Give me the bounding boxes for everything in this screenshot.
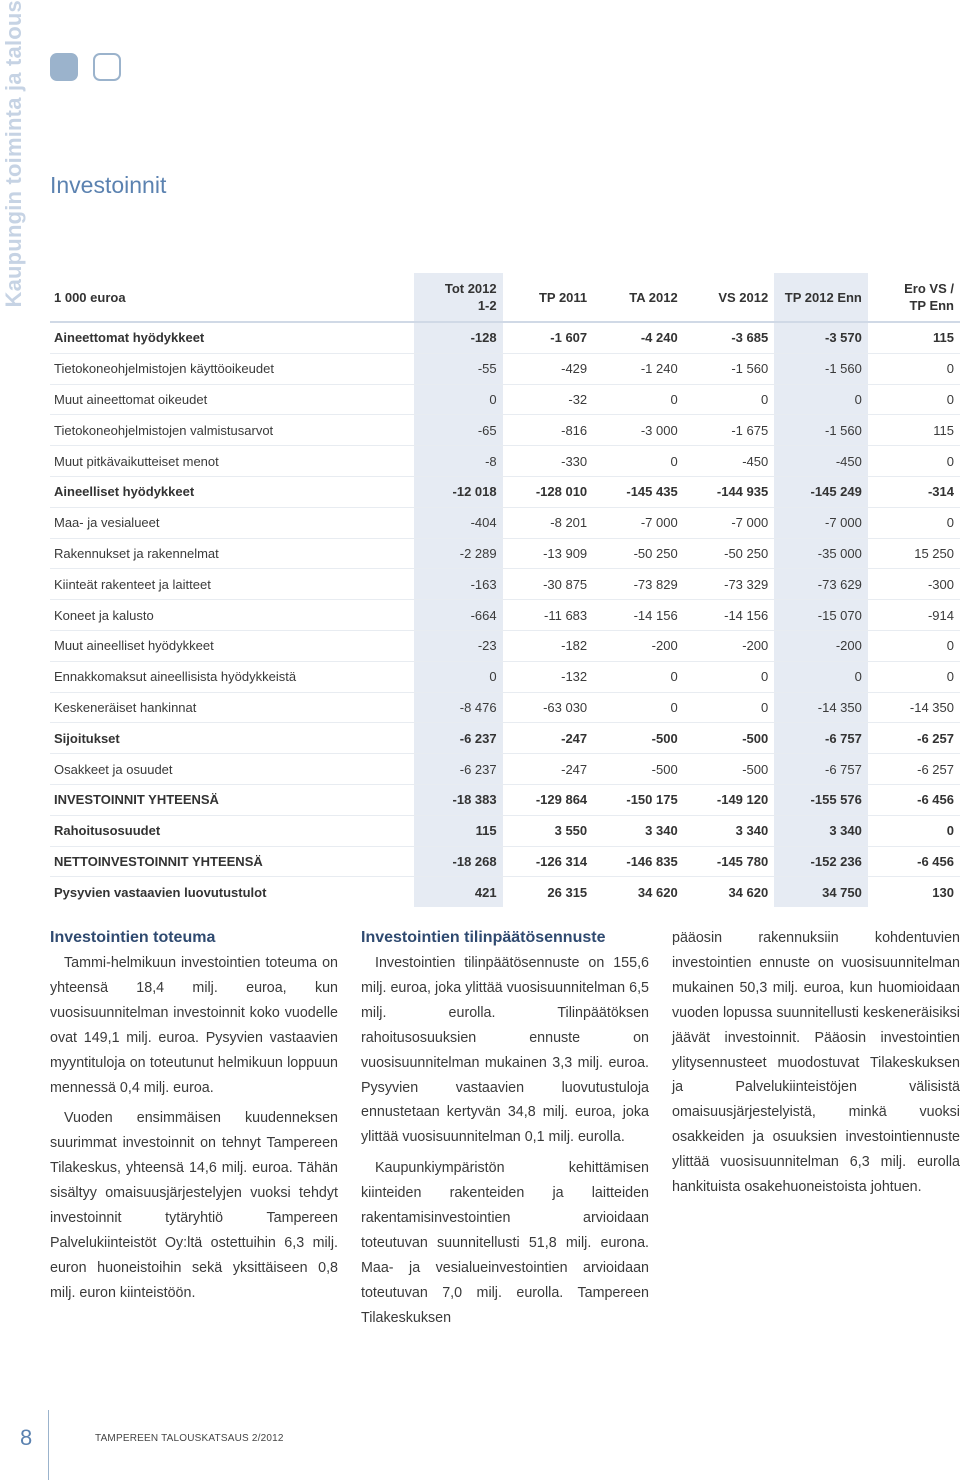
row-value: -450 bbox=[774, 446, 868, 477]
row-label: Muut aineettomat oikeudet bbox=[50, 384, 414, 415]
header-tp-enn: TP 2012 Enn bbox=[774, 273, 868, 322]
row-value: -8 bbox=[414, 446, 502, 477]
row-value: 0 bbox=[868, 507, 960, 538]
row-value: 0 bbox=[684, 692, 775, 723]
page-title: Investoinnit bbox=[50, 172, 167, 198]
row-label: Osakkeet ja osuudet bbox=[50, 754, 414, 785]
row-label: NETTOINVESTOINNIT YHTEENSÄ bbox=[50, 846, 414, 877]
table-row bbox=[50, 784, 960, 815]
row-label: Rahoitusosuudet bbox=[50, 815, 414, 846]
row-value: 0 bbox=[684, 384, 775, 415]
table-row bbox=[50, 630, 960, 661]
row-value: -1 560 bbox=[684, 353, 775, 384]
row-label: Kiinteät rakenteet ja laitteet bbox=[50, 569, 414, 600]
row-value: -6 237 bbox=[414, 754, 502, 785]
publication-name: TAMPEREEN TALOUSKATSAUS 2/2012 bbox=[95, 1433, 284, 1444]
header-tp2011: TP 2011 bbox=[538, 289, 588, 305]
row-value: -129 864 bbox=[503, 784, 594, 815]
row-value: -65 bbox=[414, 415, 502, 446]
row-value: -23 bbox=[414, 630, 502, 661]
table-row bbox=[50, 877, 960, 907]
table-row bbox=[50, 661, 960, 692]
nav-square-filled-icon bbox=[50, 53, 78, 81]
row-label: Aineelliset hyödykkeet bbox=[50, 476, 414, 507]
row-value: -200 bbox=[593, 630, 684, 661]
row-value: -6 257 bbox=[868, 754, 960, 785]
row-value: -1 240 bbox=[593, 353, 684, 384]
row-value: -163 bbox=[414, 569, 502, 600]
row-value: -32 bbox=[503, 384, 594, 415]
row-value: 0 bbox=[774, 384, 868, 415]
row-label: Keskeneräiset hankinnat bbox=[50, 692, 414, 723]
row-value: 0 bbox=[868, 446, 960, 477]
table-row bbox=[50, 322, 960, 353]
header-tot: Tot 2012 1-2 bbox=[414, 273, 502, 322]
row-value: -500 bbox=[684, 723, 775, 754]
row-value: 0 bbox=[868, 384, 960, 415]
row-value: -3 685 bbox=[684, 322, 775, 353]
row-value: -150 175 bbox=[593, 784, 684, 815]
row-value: 3 340 bbox=[684, 815, 775, 846]
row-value: -132 bbox=[503, 661, 594, 692]
row-label: Tietokoneohjelmistojen valmistusarvot bbox=[50, 415, 414, 446]
text-column-1 bbox=[50, 925, 338, 1306]
row-value: -664 bbox=[414, 600, 502, 631]
row-label: Rakennukset ja rakennelmat bbox=[50, 538, 414, 569]
table-row bbox=[50, 692, 960, 723]
header-ta2012: TA 2012 bbox=[629, 289, 678, 305]
row-value: -182 bbox=[503, 630, 594, 661]
row-value: -6 237 bbox=[414, 723, 502, 754]
row-label: Muut aineelliset hyödykkeet bbox=[50, 630, 414, 661]
col2-paragraph-1: Investointien tilinpäätösennuste on 155,6 milj. euroa, joka ylittää vuosisuunnitelman 6,5 milj. eurolla. Tilinpäätöksen rahoitusosuuksien ennuste on vuosisuunnitelman mukainen 3,3 milj. euroa. Pysyvien vastaavien luovutustuloja ennustetaan kertyvän 34,8 milj. euroa, joka ylittää vuosisuunnitelman 0,1 milj. eurolla. bbox=[361, 955, 649, 1146]
row-value: -30 875 bbox=[503, 569, 594, 600]
row-value: -18 268 bbox=[414, 846, 502, 877]
row-value: -429 bbox=[503, 353, 594, 384]
row-value: -145 780 bbox=[684, 846, 775, 877]
row-value: -200 bbox=[774, 630, 868, 661]
row-value: -73 829 bbox=[593, 569, 684, 600]
row-value: 0 bbox=[868, 815, 960, 846]
row-value: 3 340 bbox=[593, 815, 684, 846]
row-value: -6 456 bbox=[868, 784, 960, 815]
row-value: -6 257 bbox=[868, 723, 960, 754]
row-value: -50 250 bbox=[684, 538, 775, 569]
row-value: 130 bbox=[868, 877, 960, 907]
row-value: -145 435 bbox=[593, 476, 684, 507]
row-value: -6 757 bbox=[774, 754, 868, 785]
row-label: Koneet ja kalusto bbox=[50, 600, 414, 631]
col1-heading: Investointien toteuma bbox=[50, 929, 216, 946]
table-row bbox=[50, 415, 960, 446]
table-body bbox=[50, 322, 960, 907]
row-value: -50 250 bbox=[593, 538, 684, 569]
row-value: -330 bbox=[503, 446, 594, 477]
row-value: -35 000 bbox=[774, 538, 868, 569]
text-column-3 bbox=[672, 926, 960, 1200]
table-row bbox=[50, 846, 960, 877]
row-value: -14 156 bbox=[593, 600, 684, 631]
investments-table bbox=[50, 273, 960, 907]
row-value: 26 315 bbox=[503, 877, 594, 907]
table-row bbox=[50, 723, 960, 754]
row-value: -149 120 bbox=[684, 784, 775, 815]
header-ero: Ero VS / TP Enn bbox=[904, 281, 954, 313]
row-value: 34 750 bbox=[774, 877, 868, 907]
row-value: -12 018 bbox=[414, 476, 502, 507]
row-value: 0 bbox=[593, 692, 684, 723]
row-value: 15 250 bbox=[868, 538, 960, 569]
row-value: -144 935 bbox=[684, 476, 775, 507]
row-value: -6 757 bbox=[774, 723, 868, 754]
row-value: -3 570 bbox=[774, 322, 868, 353]
footer-divider bbox=[48, 1410, 49, 1480]
table-row bbox=[50, 476, 960, 507]
col1-paragraph-2: Vuoden ensimmäisen kuudenneksen suurimmat investoinnit on tehnyt Tampereen Tilakeskus, yhteensä 14,6 milj. euroa. Tähän sisältyy omaisuusjärjestelyjen vuoksi tehdyt investoinnit tytäryhtiö Tampereen Palvelukiinteistöt Oy:ltä ostettuihin 6,3 milj. euron huoneistoihin sekä yksittäiseen 0,8 milj. euron kiinteistöön. bbox=[50, 1110, 338, 1301]
row-value: -8 476 bbox=[414, 692, 502, 723]
row-value: -155 576 bbox=[774, 784, 868, 815]
table-row bbox=[50, 815, 960, 846]
row-value: -14 350 bbox=[774, 692, 868, 723]
row-value: 0 bbox=[414, 384, 502, 415]
row-label: Pysyvien vastaavien luovutustulot bbox=[50, 877, 414, 907]
row-value: -8 201 bbox=[503, 507, 594, 538]
row-value: -128 010 bbox=[503, 476, 594, 507]
row-value: 0 bbox=[593, 661, 684, 692]
row-value: -404 bbox=[414, 507, 502, 538]
row-value: -145 249 bbox=[774, 476, 868, 507]
table-row bbox=[50, 446, 960, 477]
row-label: Ennakkomaksut aineellisista hyödykkeistä bbox=[50, 661, 414, 692]
row-value: -15 070 bbox=[774, 600, 868, 631]
row-value: -11 683 bbox=[503, 600, 594, 631]
row-value: -7 000 bbox=[593, 507, 684, 538]
row-value: -1 560 bbox=[774, 415, 868, 446]
row-value: -500 bbox=[593, 754, 684, 785]
row-value: 0 bbox=[774, 661, 868, 692]
row-value: -816 bbox=[503, 415, 594, 446]
text-column-2 bbox=[361, 925, 649, 1331]
row-value: -500 bbox=[684, 754, 775, 785]
row-value: 34 620 bbox=[593, 877, 684, 907]
row-value: -14 156 bbox=[684, 600, 775, 631]
row-label: INVESTOINNIT YHTEENSÄ bbox=[50, 784, 414, 815]
row-value: -300 bbox=[868, 569, 960, 600]
row-value: -6 456 bbox=[868, 846, 960, 877]
side-section-title bbox=[0, 0, 31, 308]
row-value: 34 620 bbox=[684, 877, 775, 907]
col2-paragraph-2: Kaupunkiympäristön kehittämisen kiinteiden rakenteiden ja laitteiden rakentamisinvestointien arvioidaan toteutuvan suunnitellusti 51,8 milj. eurona. Maa- ja vesialueinvestointien arvioidaan toteutuvan 7,0 milj. eurolla. Tampereen Tilakeskuksen bbox=[361, 1160, 649, 1326]
row-label: Maa- ja vesialueet bbox=[50, 507, 414, 538]
row-value: -128 bbox=[414, 322, 502, 353]
row-value: -314 bbox=[868, 476, 960, 507]
row-value: 0 bbox=[684, 661, 775, 692]
row-value: 115 bbox=[868, 322, 960, 353]
header-unit-text: 1 000 euroa bbox=[54, 289, 126, 305]
row-value: -13 909 bbox=[503, 538, 594, 569]
header-vs2012: VS 2012 bbox=[718, 289, 769, 305]
row-value: 421 bbox=[414, 877, 502, 907]
row-value: -126 314 bbox=[503, 846, 594, 877]
row-value: -7 000 bbox=[684, 507, 775, 538]
row-label: Muut pitkävaikutteiset menot bbox=[50, 446, 414, 477]
row-value: -914 bbox=[868, 600, 960, 631]
page-number: 8 bbox=[20, 1425, 33, 1450]
table-row bbox=[50, 353, 960, 384]
row-value: -73 329 bbox=[684, 569, 775, 600]
row-value: 0 bbox=[868, 630, 960, 661]
row-label: Sijoitukset bbox=[50, 723, 414, 754]
row-value: -73 629 bbox=[774, 569, 868, 600]
table-header-row bbox=[50, 273, 960, 322]
table-row bbox=[50, 754, 960, 785]
row-value: -1 675 bbox=[684, 415, 775, 446]
row-value: -200 bbox=[684, 630, 775, 661]
row-value: 3 550 bbox=[503, 815, 594, 846]
row-value: 0 bbox=[593, 384, 684, 415]
row-label: Aineettomat hyödykkeet bbox=[50, 322, 414, 353]
row-value: -55 bbox=[414, 353, 502, 384]
row-value: -4 240 bbox=[593, 322, 684, 353]
row-value: 0 bbox=[868, 353, 960, 384]
row-value: -152 236 bbox=[774, 846, 868, 877]
row-value: -247 bbox=[503, 723, 594, 754]
row-value: 3 340 bbox=[774, 815, 868, 846]
row-value: -1 560 bbox=[774, 353, 868, 384]
side-section-title-text: Kaupungin toiminta ja talous bbox=[1, 0, 26, 308]
col3-paragraph-1: pääosin rakennuksiin kohdentuvien investointien ennuste on vuosisuunnitelman mukainen 50,3 milj. euroa, kun huomioidaan vuoden lopussa suunnitellusti keskeneräisiksi jäävät investoinnit. Pääosin investointien ylitysennusteet muodostuvat Tilakeskuksen ja Palvelukiinteistöjen välisistä omaisuusjärjestelyistä, minkä vuoksi osakkeiden ja osuuksien investointiennuste ylittää vuosisuunnitelman 6,3 milj. eurolla hankituista osakehuoneistoista johtuen. bbox=[672, 930, 960, 1196]
row-value: -18 383 bbox=[414, 784, 502, 815]
nav-square-outline-icon bbox=[93, 53, 121, 81]
table-row bbox=[50, 538, 960, 569]
table-row bbox=[50, 507, 960, 538]
row-value: 115 bbox=[868, 415, 960, 446]
row-value: -63 030 bbox=[503, 692, 594, 723]
row-label: Tietokoneohjelmistojen käyttöoikeudet bbox=[50, 353, 414, 384]
row-value: -450 bbox=[684, 446, 775, 477]
row-value: -247 bbox=[503, 754, 594, 785]
header-unit bbox=[50, 273, 414, 322]
table-row bbox=[50, 569, 960, 600]
row-value: -146 835 bbox=[593, 846, 684, 877]
row-value: -7 000 bbox=[774, 507, 868, 538]
row-value: -3 000 bbox=[593, 415, 684, 446]
table-row bbox=[50, 384, 960, 415]
row-value: -14 350 bbox=[868, 692, 960, 723]
row-value: 0 bbox=[414, 661, 502, 692]
row-value: -2 289 bbox=[414, 538, 502, 569]
row-value: 0 bbox=[593, 446, 684, 477]
col1-paragraph-1: Tammi-helmikuun investointien toteuma on yhteensä 18,4 milj. euroa, kun vuosisuunnitelman investoinnit koko vuodelle ovat 149,1 milj. euroa. Pysyvien vastaavien myyntituloja on toteutunut helmikuun loppuun mennessä 0,4 milj. euroa. bbox=[50, 955, 338, 1096]
row-value: -500 bbox=[593, 723, 684, 754]
row-value: 115 bbox=[414, 815, 502, 846]
col2-heading: Investointien tilinpäätösennuste bbox=[361, 929, 606, 946]
row-value: 0 bbox=[868, 661, 960, 692]
table-row bbox=[50, 600, 960, 631]
row-value: -1 607 bbox=[503, 322, 594, 353]
